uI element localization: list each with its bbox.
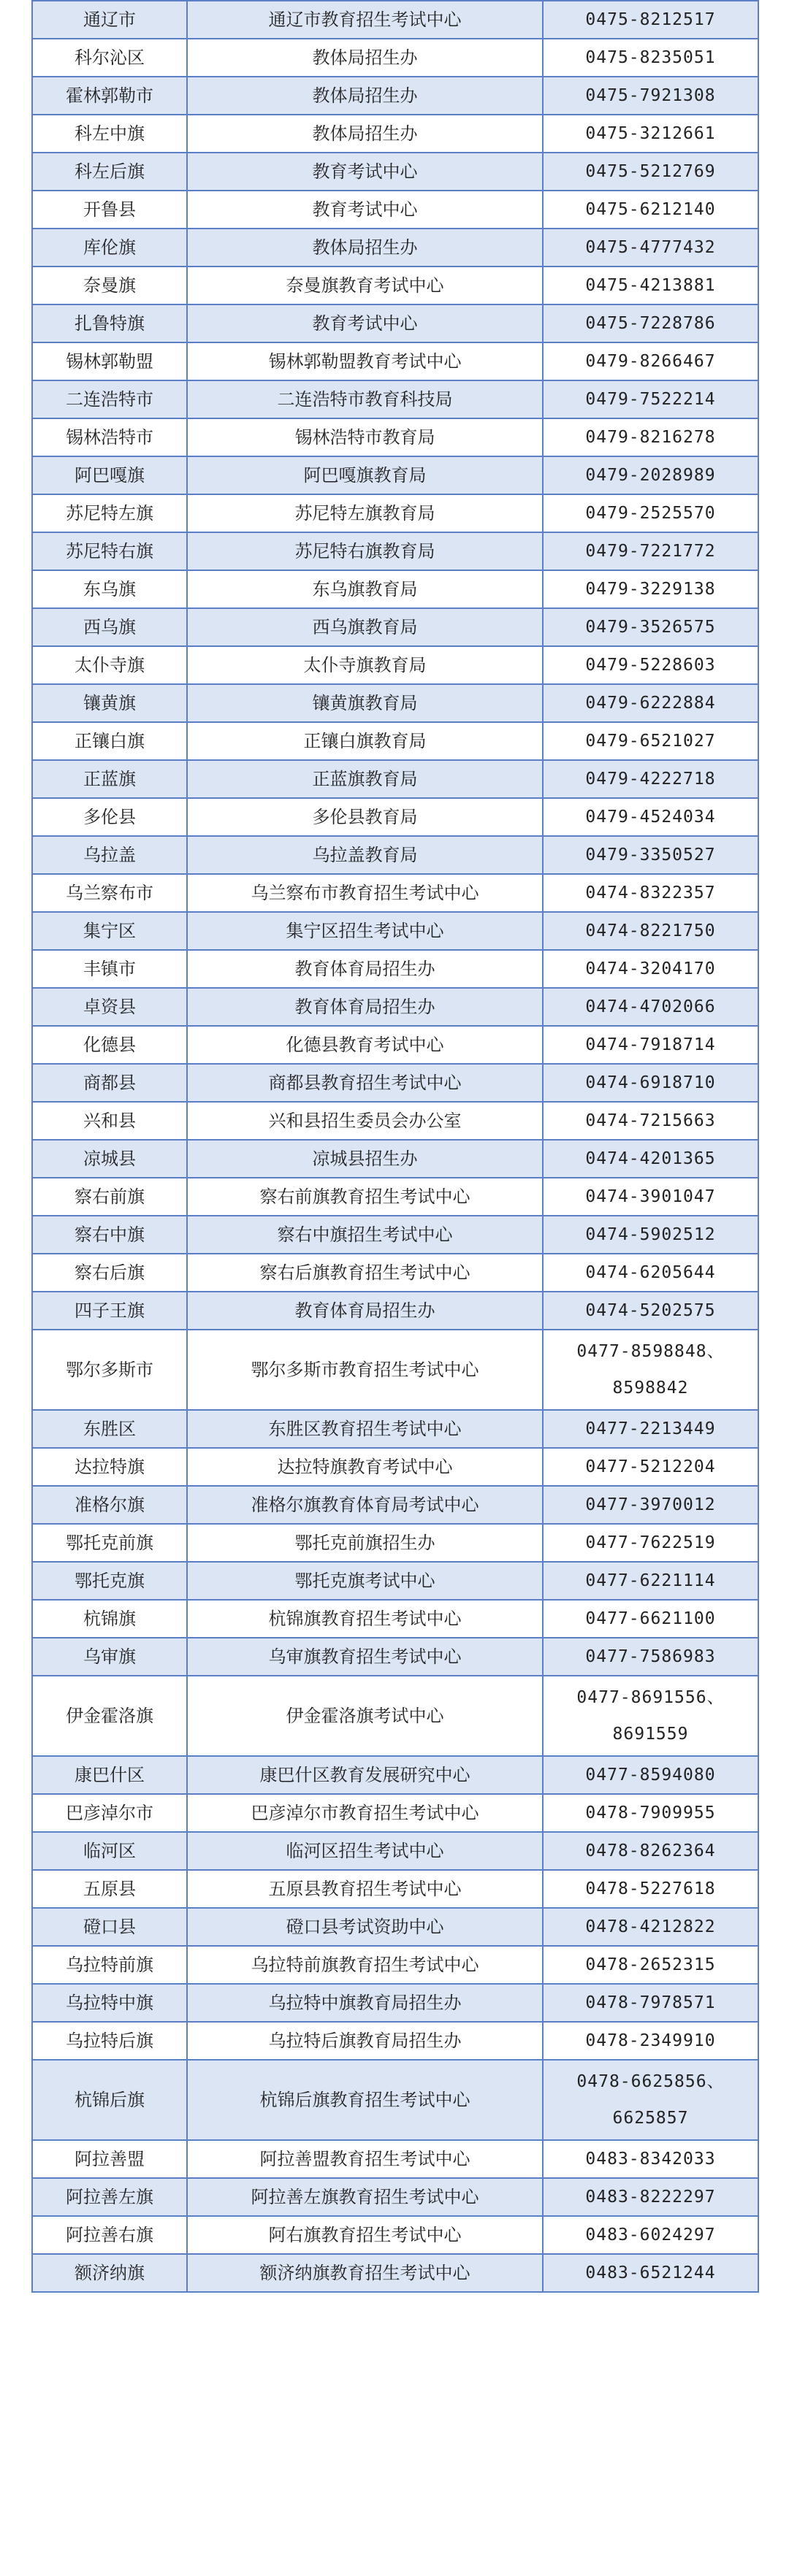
table-row (32, 1330, 758, 1410)
area-cell: 察右前旗 (32, 1178, 187, 1216)
table-row (32, 115, 758, 153)
phone-cell: 0475-7228786 (543, 304, 758, 342)
table-row (32, 1870, 758, 1908)
area-cell: 杭锦旗 (32, 1600, 187, 1638)
phone-cell: 0479-2028989 (543, 456, 758, 494)
office-cell: 教体局招生办 (187, 39, 543, 77)
phone-cell: 0479-3526575 (543, 608, 758, 646)
office-cell: 阿巴嘎旗教育局 (187, 456, 543, 494)
office-cell: 教体局招生办 (187, 77, 543, 115)
phone-cell: 0477-7586983 (543, 1638, 758, 1676)
office-cell: 化德县教育考试中心 (187, 1026, 543, 1064)
table-row (32, 1216, 758, 1254)
area-cell: 乌拉特后旗 (32, 2022, 187, 2060)
table-row (32, 1984, 758, 2022)
phone-cell: 0477-6221114 (543, 1562, 758, 1600)
phone-cell: 0479-7221772 (543, 532, 758, 570)
area-cell: 察右后旗 (32, 1254, 187, 1292)
phone-cell: 0483-8342033 (543, 2140, 758, 2178)
phone-cell: 0475-8212517 (543, 1, 758, 39)
office-cell: 教育考试中心 (187, 304, 543, 342)
table-row (32, 418, 758, 456)
table-row (32, 1946, 758, 1984)
office-cell: 西乌旗教育局 (187, 608, 543, 646)
area-cell: 开鲁县 (32, 191, 187, 229)
office-cell: 察右前旗教育招生考试中心 (187, 1178, 543, 1216)
area-cell: 科左后旗 (32, 153, 187, 191)
exam-office-contact-table (31, 0, 759, 2293)
table-row (32, 836, 758, 874)
office-cell: 阿拉善左旗教育招生考试中心 (187, 2178, 543, 2216)
table-row (32, 646, 758, 684)
table-row (32, 722, 758, 760)
phone-cell: 0479-4222718 (543, 760, 758, 798)
area-cell: 正蓝旗 (32, 760, 187, 798)
area-cell: 鄂托克前旗 (32, 1524, 187, 1562)
area-cell: 苏尼特左旗 (32, 494, 187, 532)
area-cell: 兴和县 (32, 1102, 187, 1140)
table-row (32, 760, 758, 798)
area-cell: 科尔沁区 (32, 39, 187, 77)
phone-cell: 0479-3350527 (543, 836, 758, 874)
phone-cell: 0477-8598848、8598842 (543, 1330, 758, 1410)
area-cell: 库伦旗 (32, 229, 187, 267)
area-cell: 磴口县 (32, 1908, 187, 1946)
area-cell: 准格尔旗 (32, 1486, 187, 1524)
phone-cell: 0478-2652315 (543, 1946, 758, 1984)
phone-cell: 0479-2525570 (543, 494, 758, 532)
phone-cell: 0478-4212822 (543, 1908, 758, 1946)
phone-cell: 0474-6918710 (543, 1064, 758, 1102)
area-cell: 镶黄旗 (32, 684, 187, 722)
office-cell: 阿拉善盟教育招生考试中心 (187, 2140, 543, 2178)
phone-cell: 0474-4702066 (543, 988, 758, 1026)
phone-cell: 0479-8216278 (543, 418, 758, 456)
table-row (32, 456, 758, 494)
office-cell: 乌拉特中旗教育局招生办 (187, 1984, 543, 2022)
area-cell: 霍林郭勒市 (32, 77, 187, 115)
table-row (32, 912, 758, 950)
table-row (32, 2216, 758, 2254)
phone-cell: 0474-7215663 (543, 1102, 758, 1140)
area-cell: 奈曼旗 (32, 267, 187, 304)
area-cell: 四子王旗 (32, 1292, 187, 1330)
table-row (32, 684, 758, 722)
table-row (32, 570, 758, 608)
office-cell: 察右后旗教育招生考试中心 (187, 1254, 543, 1292)
office-cell: 鄂托克前旗招生办 (187, 1524, 543, 1562)
table-body (32, 1, 758, 2292)
office-cell: 兴和县招生委员会办公室 (187, 1102, 543, 1140)
table-row (32, 1064, 758, 1102)
table-row (32, 2022, 758, 2060)
phone-cell: 0477-3970012 (543, 1486, 758, 1524)
office-cell: 凉城县招生办 (187, 1140, 543, 1178)
office-cell: 教体局招生办 (187, 229, 543, 267)
table-row (32, 1794, 758, 1832)
office-cell: 额济纳旗教育招生考试中心 (187, 2254, 543, 2292)
phone-cell: 0477-8691556、8691559 (543, 1676, 758, 1756)
area-cell: 多伦县 (32, 798, 187, 836)
phone-cell: 0474-6205644 (543, 1254, 758, 1292)
table-row (32, 1448, 758, 1486)
phone-cell: 0483-6521244 (543, 2254, 758, 2292)
area-cell: 卓资县 (32, 988, 187, 1026)
table-row (32, 2178, 758, 2216)
area-cell: 阿巴嘎旗 (32, 456, 187, 494)
phone-cell: 0479-5228603 (543, 646, 758, 684)
area-cell: 阿拉善右旗 (32, 2216, 187, 2254)
table-row (32, 1254, 758, 1292)
phone-cell: 0479-7522214 (543, 380, 758, 418)
table-row (32, 532, 758, 570)
office-cell: 乌兰察布市教育招生考试中心 (187, 874, 543, 912)
table-row (32, 1, 758, 39)
phone-cell: 0477-7622519 (543, 1524, 758, 1562)
office-cell: 东乌旗教育局 (187, 570, 543, 608)
office-cell: 巴彦淖尔市教育招生考试中心 (187, 1794, 543, 1832)
area-cell: 西乌旗 (32, 608, 187, 646)
area-cell: 苏尼特右旗 (32, 532, 187, 570)
table-row (32, 1026, 758, 1064)
area-cell: 乌拉特前旗 (32, 1946, 187, 1984)
table-row (32, 191, 758, 229)
table-row (32, 2140, 758, 2178)
contact-table-wrapper (31, 0, 758, 2293)
table-row (32, 304, 758, 342)
area-cell: 凉城县 (32, 1140, 187, 1178)
table-row (32, 380, 758, 418)
table-row (32, 1292, 758, 1330)
area-cell: 二连浩特市 (32, 380, 187, 418)
table-row (32, 1410, 758, 1448)
office-cell: 鄂托克旗考试中心 (187, 1562, 543, 1600)
office-cell: 锡林浩特市教育局 (187, 418, 543, 456)
table-row (32, 1102, 758, 1140)
area-cell: 五原县 (32, 1870, 187, 1908)
phone-cell: 0478-2349910 (543, 2022, 758, 2060)
area-cell: 乌拉盖 (32, 836, 187, 874)
phone-cell: 0475-6212140 (543, 191, 758, 229)
phone-cell: 0474-7918714 (543, 1026, 758, 1064)
area-cell: 锡林郭勒盟 (32, 342, 187, 380)
office-cell: 杭锦旗教育招生考试中心 (187, 1600, 543, 1638)
phone-cell: 0478-6625856、6625857 (543, 2060, 758, 2140)
phone-cell: 0475-4777432 (543, 229, 758, 267)
area-cell: 乌拉特中旗 (32, 1984, 187, 2022)
phone-cell: 0475-8235051 (543, 39, 758, 77)
area-cell: 达拉特旗 (32, 1448, 187, 1486)
office-cell: 达拉特旗教育考试中心 (187, 1448, 543, 1486)
phone-cell: 0479-8266467 (543, 342, 758, 380)
area-cell: 东乌旗 (32, 570, 187, 608)
office-cell: 教育体育局招生办 (187, 950, 543, 988)
phone-cell: 0475-5212769 (543, 153, 758, 191)
area-cell: 察右中旗 (32, 1216, 187, 1254)
office-cell: 乌拉盖教育局 (187, 836, 543, 874)
table-row (32, 229, 758, 267)
office-cell: 东胜区教育招生考试中心 (187, 1410, 543, 1448)
phone-cell: 0478-8262364 (543, 1832, 758, 1870)
table-row (32, 950, 758, 988)
phone-cell: 0475-4213881 (543, 267, 758, 304)
phone-cell: 0475-7921308 (543, 77, 758, 115)
office-cell: 多伦县教育局 (187, 798, 543, 836)
table-row (32, 1832, 758, 1870)
table-row (32, 153, 758, 191)
area-cell: 鄂托克旗 (32, 1562, 187, 1600)
area-cell: 临河区 (32, 1832, 187, 1870)
office-cell: 苏尼特左旗教育局 (187, 494, 543, 532)
office-cell: 察右中旗招生考试中心 (187, 1216, 543, 1254)
phone-cell: 0483-6024297 (543, 2216, 758, 2254)
phone-cell: 0474-3204170 (543, 950, 758, 988)
phone-cell: 0479-3229138 (543, 570, 758, 608)
phone-cell: 0474-5202575 (543, 1292, 758, 1330)
phone-cell: 0479-4524034 (543, 798, 758, 836)
office-cell: 准格尔旗教育体育局考试中心 (187, 1486, 543, 1524)
office-cell: 锡林郭勒盟教育考试中心 (187, 342, 543, 380)
phone-cell: 0477-5212204 (543, 1448, 758, 1486)
office-cell: 太仆寺旗教育局 (187, 646, 543, 684)
table-row (32, 2254, 758, 2292)
office-cell: 杭锦后旗教育招生考试中心 (187, 2060, 543, 2140)
table-row (32, 1756, 758, 1794)
office-cell: 正镶白旗教育局 (187, 722, 543, 760)
area-cell: 商都县 (32, 1064, 187, 1102)
area-cell: 康巴什区 (32, 1756, 187, 1794)
phone-cell: 0475-3212661 (543, 115, 758, 153)
phone-cell: 0479-6521027 (543, 722, 758, 760)
area-cell: 乌兰察布市 (32, 874, 187, 912)
area-cell: 伊金霍洛旗 (32, 1676, 187, 1756)
office-cell: 苏尼特右旗教育局 (187, 532, 543, 570)
phone-cell: 0477-8594080 (543, 1756, 758, 1794)
table-row (32, 874, 758, 912)
phone-cell: 0474-3901047 (543, 1178, 758, 1216)
table-row (32, 1486, 758, 1524)
table-row (32, 1676, 758, 1756)
phone-cell: 0477-2213449 (543, 1410, 758, 1448)
area-cell: 东胜区 (32, 1410, 187, 1448)
area-cell: 阿拉善盟 (32, 2140, 187, 2178)
phone-cell: 0477-6621100 (543, 1600, 758, 1638)
phone-cell: 0483-8222297 (543, 2178, 758, 2216)
table-row (32, 1562, 758, 1600)
area-cell: 锡林浩特市 (32, 418, 187, 456)
area-cell: 额济纳旗 (32, 2254, 187, 2292)
office-cell: 二连浩特市教育科技局 (187, 380, 543, 418)
phone-cell: 0478-7909955 (543, 1794, 758, 1832)
office-cell: 康巴什区教育发展研究中心 (187, 1756, 543, 1794)
phone-cell: 0474-8322357 (543, 874, 758, 912)
office-cell: 教育考试中心 (187, 191, 543, 229)
office-cell: 奈曼旗教育考试中心 (187, 267, 543, 304)
office-cell: 教体局招生办 (187, 115, 543, 153)
office-cell: 鄂尔多斯市教育招生考试中心 (187, 1330, 543, 1410)
area-cell: 阿拉善左旗 (32, 2178, 187, 2216)
table-row (32, 1908, 758, 1946)
table-row (32, 1140, 758, 1178)
area-cell: 丰镇市 (32, 950, 187, 988)
phone-cell: 0478-7978571 (543, 1984, 758, 2022)
area-cell: 正镶白旗 (32, 722, 187, 760)
table-row (32, 267, 758, 304)
office-cell: 集宁区招生考试中心 (187, 912, 543, 950)
phone-cell: 0478-5227618 (543, 1870, 758, 1908)
office-cell: 正蓝旗教育局 (187, 760, 543, 798)
area-cell: 通辽市 (32, 1, 187, 39)
table-row (32, 1638, 758, 1676)
table-row (32, 2060, 758, 2140)
area-cell: 乌审旗 (32, 1638, 187, 1676)
office-cell: 商都县教育招生考试中心 (187, 1064, 543, 1102)
table-row (32, 494, 758, 532)
office-cell: 临河区招生考试中心 (187, 1832, 543, 1870)
phone-cell: 0474-4201365 (543, 1140, 758, 1178)
table-row (32, 988, 758, 1026)
office-cell: 阿右旗教育招生考试中心 (187, 2216, 543, 2254)
office-cell: 教育体育局招生办 (187, 1292, 543, 1330)
office-cell: 乌拉特前旗教育招生考试中心 (187, 1946, 543, 1984)
office-cell: 教育考试中心 (187, 153, 543, 191)
office-cell: 镶黄旗教育局 (187, 684, 543, 722)
area-cell: 杭锦后旗 (32, 2060, 187, 2140)
area-cell: 太仆寺旗 (32, 646, 187, 684)
table-row (32, 1600, 758, 1638)
area-cell: 扎鲁特旗 (32, 304, 187, 342)
office-cell: 磴口县考试资助中心 (187, 1908, 543, 1946)
area-cell: 巴彦淖尔市 (32, 1794, 187, 1832)
table-row (32, 1178, 758, 1216)
office-cell: 通辽市教育招生考试中心 (187, 1, 543, 39)
area-cell: 集宁区 (32, 912, 187, 950)
phone-cell: 0474-5902512 (543, 1216, 758, 1254)
office-cell: 伊金霍洛旗考试中心 (187, 1676, 543, 1756)
table-row (32, 342, 758, 380)
area-cell: 科左中旗 (32, 115, 187, 153)
office-cell: 乌审旗教育招生考试中心 (187, 1638, 543, 1676)
area-cell: 鄂尔多斯市 (32, 1330, 187, 1410)
table-row (32, 1524, 758, 1562)
office-cell: 五原县教育招生考试中心 (187, 1870, 543, 1908)
office-cell: 教育体育局招生办 (187, 988, 543, 1026)
table-row (32, 77, 758, 115)
table-row (32, 608, 758, 646)
office-cell: 乌拉特后旗教育局招生办 (187, 2022, 543, 2060)
phone-cell: 0479-6222884 (543, 684, 758, 722)
table-row (32, 798, 758, 836)
area-cell: 化德县 (32, 1026, 187, 1064)
table-row (32, 39, 758, 77)
phone-cell: 0474-8221750 (543, 912, 758, 950)
